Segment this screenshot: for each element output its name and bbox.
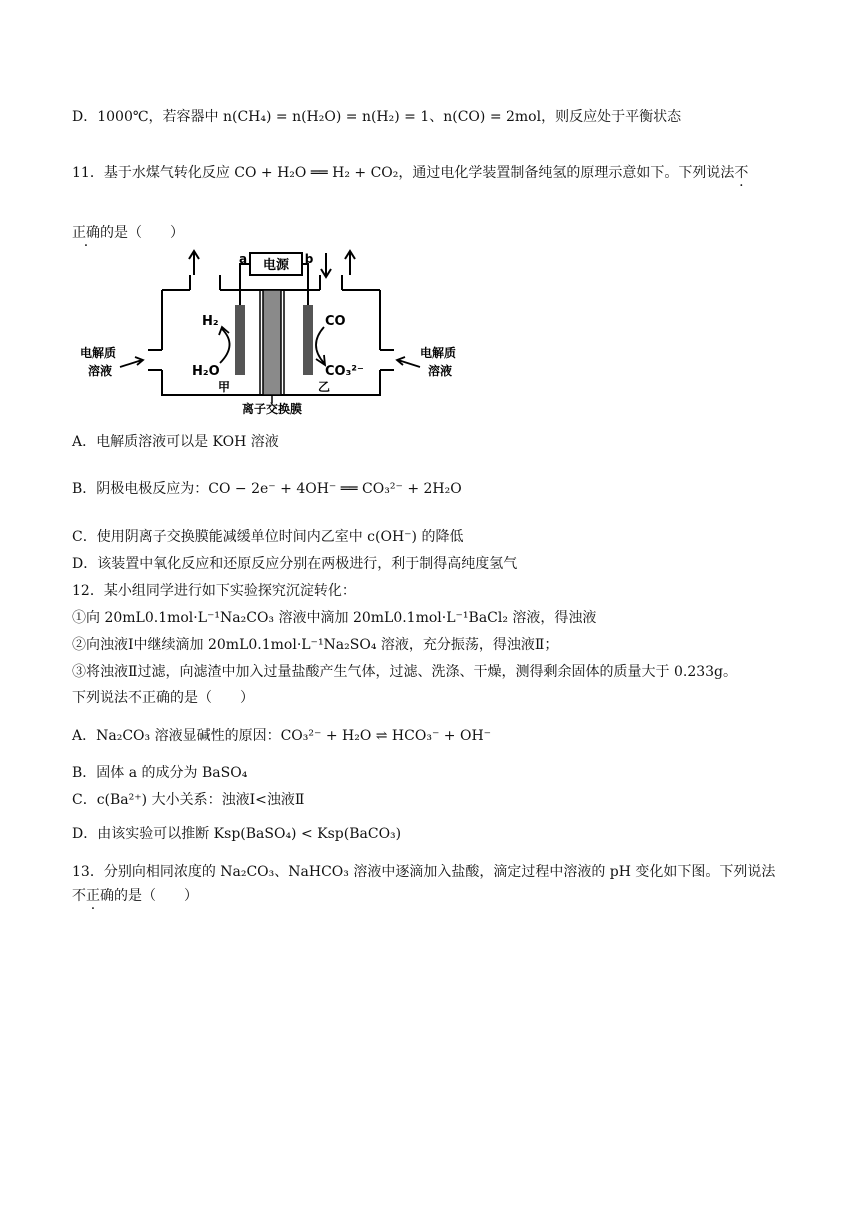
membrane-label: 离子交换膜 [241,402,303,415]
label-yi: 乙 [318,380,331,394]
left-up-arrow [189,251,199,275]
label-co: CO [325,314,346,329]
q11-emphasis-bu: 不 [734,165,749,181]
q11-emphasis-zhengque: 正确 [72,225,100,241]
electrolysis-diagram [80,245,480,415]
electrolyte-right-1: 电解质 [420,346,457,360]
q13-stem-end: 的是（ ） [114,888,198,904]
label-co3: CO₃²⁻ [325,364,364,379]
electrolyte-left-1: 电解质 [80,346,117,360]
q13-emphasis-buzhengque: 不正确 [72,888,114,904]
question-11-stem-cont [72,223,184,243]
q12-option-d: D．由该实验可以推断 Ksp(BaSO₄) < Ksp(BaCO₃) [72,826,402,842]
q11-stem-end: 的是（ ） [100,225,184,241]
q12-question: 下列说法不正确的是（ ） [72,690,254,706]
q12-option-c: C．c(Ba²⁺) 大小关系：浊液Ⅰ<浊液Ⅱ [72,792,305,808]
q11-option-b: B．阴极电极反应为：CO − 2e⁻ + 4OH⁻ ══ CO₃²⁻ + 2H₂O [72,481,462,497]
q12-option-a: A．Na₂CO₃ 溶液显碱性的原因：CO₃²⁻ + H₂O ⇌ HCO₃⁻ + OH⁻ [72,728,492,744]
q11-option-c: C．使用阴离子交换膜能减缓单位时间内乙室中 c(OH⁻) 的降低 [72,529,464,545]
question-12-stem: 12．某小组同学进行如下实验探究沉淀转化： [72,583,356,599]
power-label: 电源 [262,258,290,273]
arrow-co-to-co3 [316,327,325,365]
label-jia: 甲 [218,380,231,394]
right-up-arrow [345,251,355,275]
label-h2: H₂ [202,314,219,329]
anode-electrode [303,305,313,375]
q12-option-b: B．固体 a 的成分为 BaSO₄ [72,765,248,781]
cathode-electrode [235,305,245,375]
right-in-arrow [321,253,331,277]
left-outlet-pipe [190,275,220,290]
left-inlet [148,350,162,370]
q12-step-1: ①向 20mL0.1mol·L⁻¹Na₂CO₃ 溶液中滴加 20mL0.1mol·L⁻¹BaCl₂ 溶液，得浊液 [72,610,597,626]
label-h2o: H₂O [192,364,220,379]
electrolyte-left-2: 溶液 [88,364,113,378]
electrolyte-right-arrow [397,357,420,367]
q12-step-3: ③将浊液Ⅱ过滤，向滤渣中加入过量盐酸产生气体，过滤、洗涤、干燥，测得剩余固体的质量大于 0.233g。 [72,664,738,680]
ion-exchange-membrane [263,290,281,395]
question-13-stem: 13．分别向相同浓度的 Na₂CO₃、NaHCO₃ 溶液中逐滴加入盐酸，滴定过程中溶液的 pH 变化如下图。下列说法 [72,864,776,880]
terminal-b: b [304,252,314,266]
arrow-h2o-to-h2 [219,327,230,363]
wire-left [240,264,250,305]
terminal-a: a [238,252,248,266]
electrolyte-left-arrow [120,357,143,367]
q12-step-2: ②向浊液Ⅰ中继续滴加 20mL0.1mol·L⁻¹Na₂SO₄ 溶液，充分振荡，得浊液Ⅱ； [72,637,559,653]
right-inlet [380,350,394,370]
option-d-q10: D．1000℃，若容器中 n(CH₄) = n(H₂O) = n(H₂) = 1、n(CO) = 2mol，则反应处于平衡状态 [72,109,682,125]
electrolyte-right-2: 溶液 [428,364,453,378]
q11-stem-text: 11．基于水煤气转化反应 CO + H₂O ══ H₂ + CO₂，通过电化学装置制备纯氢的原理示意如下。下列说法 [72,165,735,181]
question-13-stem-cont [72,886,198,906]
q11-option-d: D．该装置中氧化反应和还原反应分别在两极进行，利于制得高纯度氢气 [72,556,518,572]
right-outlet-pipe [320,275,342,290]
question-11-stem [72,163,748,183]
q11-option-a: A．电解质溶液可以是 KOH 溶液 [72,434,279,450]
